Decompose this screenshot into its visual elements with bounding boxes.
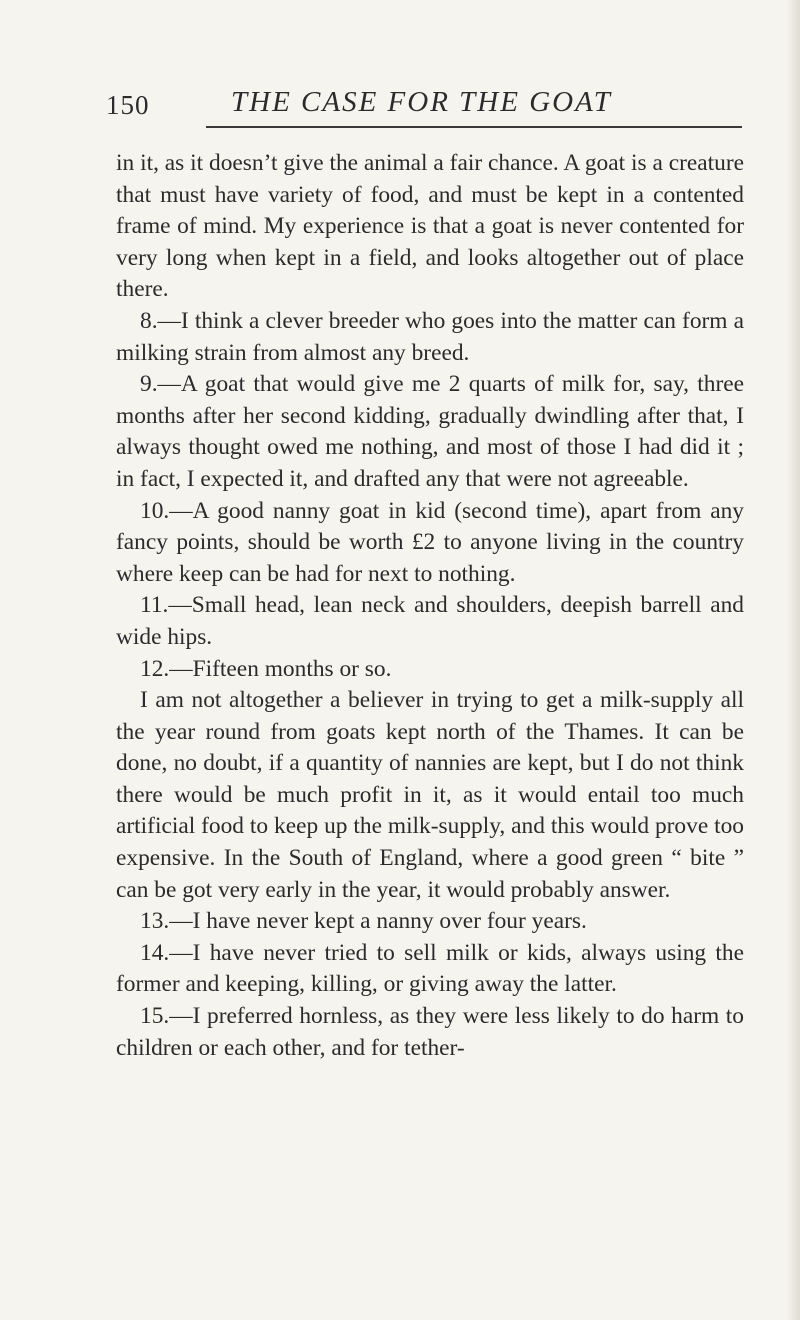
body-text: [116, 148, 744, 1064]
paragraph-answer-15: 15.—I preferred hornless, as they were less likely to do harm to children or each other, and for tether-: [116, 1003, 744, 1061]
paragraph-continuation: in it, as it doesn’t give the animal a fair chance. A goat is a creature that must have variety of food, and must be kept in a contented frame of mind. My experience is that a goat is never contented for very long when kept in a field, and looks altogether out of place there.: [116, 150, 744, 303]
paragraph-answer-10: 10.—A good nanny goat in kid (second time), apart from any fancy points, should be worth £2 to anyone living in the country where keep can be had for next to nothing.: [116, 497, 744, 587]
paragraph-answer-8: 8.—I think a clever breeder who goes into the matter can form a milking strain from almost any breed.: [116, 307, 744, 366]
paragraph-answer-12: 12.—Fifteen months or so.: [140, 655, 392, 682]
paragraph-answer-13: 13.—I have never kept a nanny over four years.: [140, 908, 587, 935]
paragraph-answer-14: 14.—I have never tried to sell milk or kids, always using the former and keeping, killing, or giving away the latter.: [116, 939, 744, 998]
paragraph-answer-11: 11.—Small head, lean neck and shoulders, deepish barrell and wide hips.: [116, 592, 744, 650]
page-header: [96, 86, 746, 126]
page-number: 150: [106, 90, 150, 120]
running-title: THE CASE FOR THE GOAT: [231, 86, 612, 118]
paragraph-answer-9: 9.—A goat that would give me 2 quarts of milk for, say, three months after her second kidding, gradually dwindling after that, I always thought owed me nothing, and most of those I had did it ; in fact, I expected it, and drafted any that were not agreeable.: [116, 371, 744, 492]
paragraph-milk-supply: I am not altogether a believer in trying to get a milk-supply all the year round from goats kept north of the Thames. It can be done, no doubt, if a quantity of nannies are kept, but I do not think there would be much profit in it, as it would entail too much artificial food to keep up the milk-supply, and this would prove too expensive. In the South of England, where a good green “ bite ” can be got very early in the year, it would probably answer.: [116, 687, 744, 903]
header-rule: [206, 126, 742, 128]
page-edge-shadow: [786, 0, 800, 1320]
